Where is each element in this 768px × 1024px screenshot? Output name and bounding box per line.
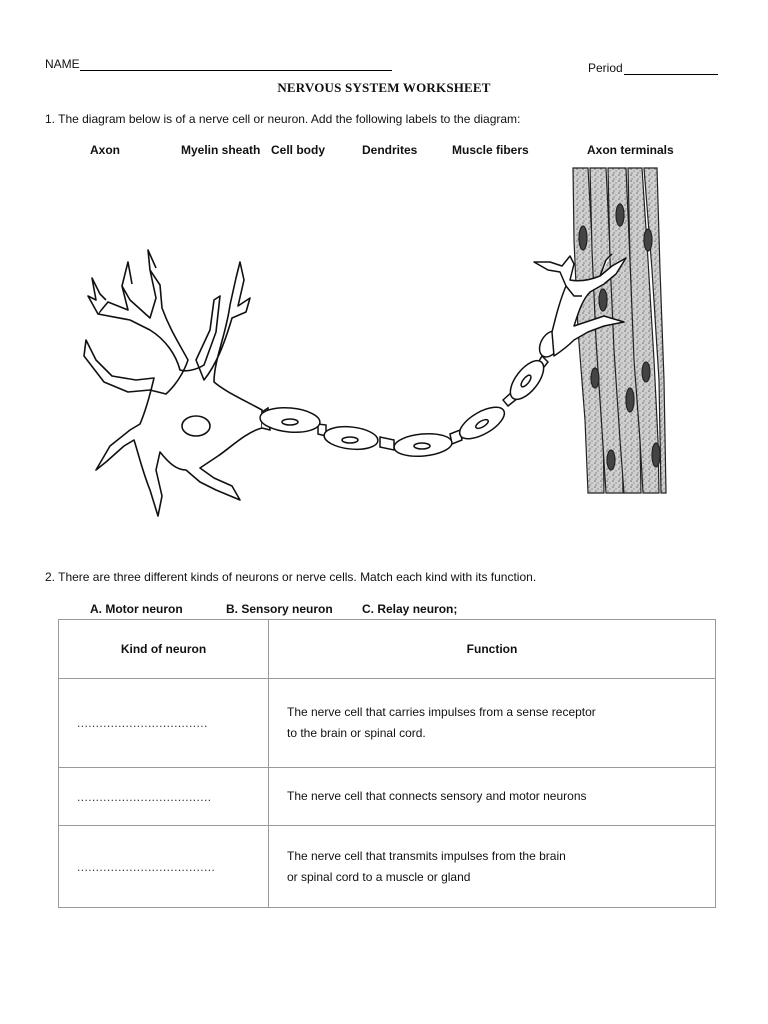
label-axon: Axon bbox=[90, 143, 120, 157]
function-cell bbox=[269, 679, 716, 768]
table-row bbox=[59, 768, 716, 826]
function-text: The nerve cell that transmits impulses from the brain bbox=[287, 848, 566, 863]
column-header-function: Function bbox=[269, 620, 716, 679]
answer-blank[interactable]: ..................................... bbox=[59, 826, 269, 908]
label-myelin-sheath: Myelin sheath bbox=[181, 143, 261, 157]
nucleus-shape bbox=[182, 416, 210, 436]
label-cell-body: Cell body bbox=[271, 143, 326, 157]
axon-drawing bbox=[259, 327, 565, 458]
column-header-kind: Kind of neuron bbox=[59, 620, 269, 679]
kind-motor-neuron: A. Motor neuron bbox=[90, 602, 183, 616]
neuron-function-table bbox=[58, 619, 716, 908]
kind-sensory-neuron: B. Sensory neuron bbox=[226, 602, 333, 616]
table-row bbox=[59, 679, 716, 768]
name-label: NAME bbox=[45, 57, 80, 71]
label-dendrites: Dendrites bbox=[362, 143, 418, 157]
question-2-prompt: 2. There are three different kinds of neurons or nerve cells. Match each kind with its function. bbox=[45, 570, 537, 584]
label-muscle-fibers: Muscle fibers bbox=[452, 143, 529, 157]
function-text: or spinal cord to a muscle or gland bbox=[287, 869, 471, 884]
function-text: The nerve cell that connects sensory and motor neurons bbox=[287, 789, 587, 803]
function-cell bbox=[269, 826, 716, 908]
function-text: to the brain or spinal cord. bbox=[287, 726, 426, 740]
kind-relay-neuron: C. Relay neuron; bbox=[362, 602, 458, 616]
function-text: The nerve cell that carries impulses from a sense receptor bbox=[287, 705, 596, 719]
answer-blank[interactable]: ................................... bbox=[59, 679, 269, 768]
period-label: Period bbox=[588, 61, 623, 75]
answer-blank[interactable]: .................................... bbox=[59, 768, 269, 826]
table-row bbox=[59, 826, 716, 908]
cell-body-drawing bbox=[84, 250, 262, 516]
question-1-prompt: 1. The diagram below is of a nerve cell or neuron. Add the following labels to the diagram: bbox=[45, 112, 521, 126]
worksheet-title: NERVOUS SYSTEM WORKSHEET bbox=[277, 80, 491, 95]
function-cell bbox=[269, 768, 716, 826]
label-axon-terminals: Axon terminals bbox=[587, 143, 674, 157]
table-header-row bbox=[59, 620, 716, 679]
